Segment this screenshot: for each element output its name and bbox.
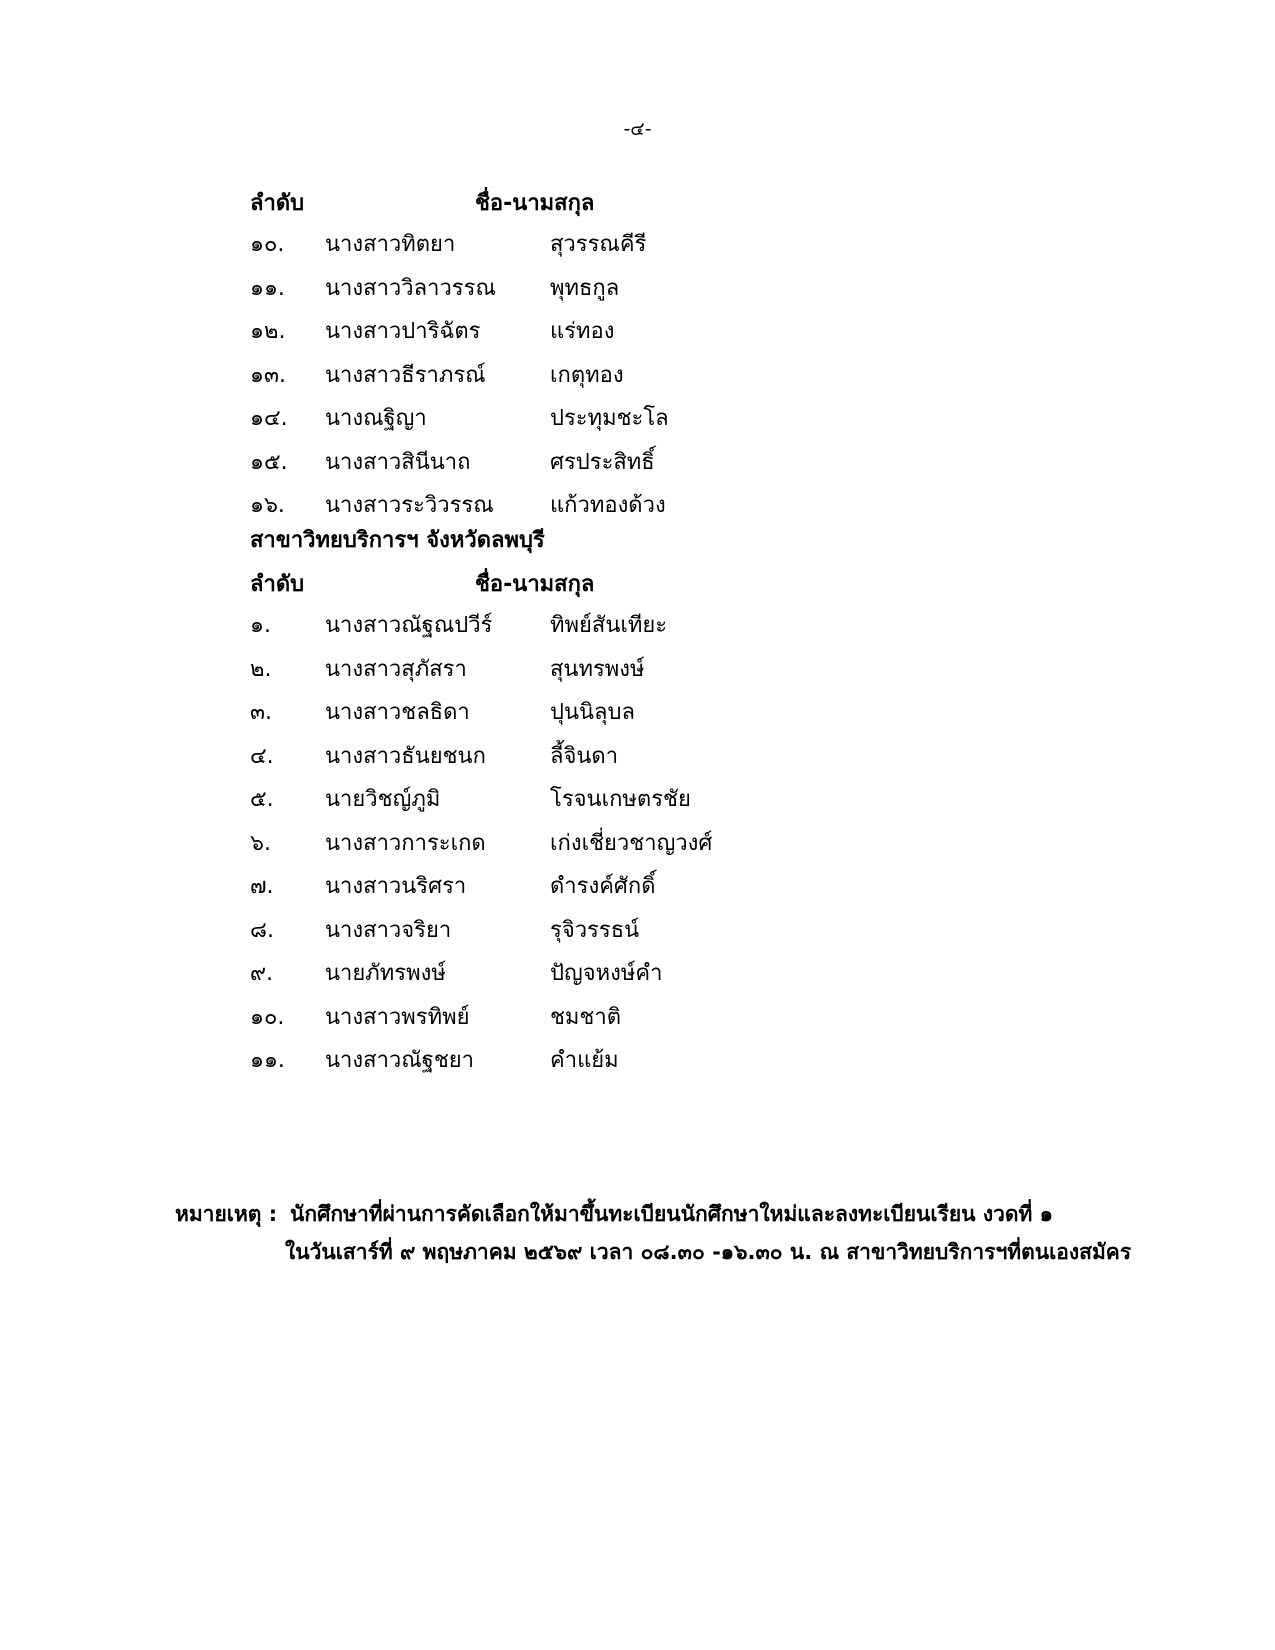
first-name: นางสาวณัฐณปวีร์ — [325, 613, 493, 638]
list-item — [250, 996, 1050, 1040]
first-name: นางสาวพรทิพย์ — [325, 1004, 470, 1030]
last-name: รุจิวรรธน์ — [550, 917, 640, 943]
order-number: ๑๐. — [250, 1004, 285, 1030]
section-title: สาขาวิทยบริการฯ จังหวัดลพบุรี — [250, 528, 545, 553]
order-number: ๙. — [250, 961, 274, 986]
first-name: นางสาวสุภัสรา — [325, 656, 467, 682]
order-number: ๑๑. — [250, 1048, 285, 1073]
order-number: ๓. — [250, 700, 273, 725]
list-item — [250, 735, 1050, 779]
order-number: ๑๒. — [250, 319, 286, 344]
order-number: ๕. — [250, 787, 274, 812]
list-item — [250, 691, 1050, 735]
first-name: นายวิชญ์ภูมิ — [325, 787, 441, 812]
first-name: นางสาวระวิวรรณ — [325, 493, 494, 518]
last-name: ชมชาติ — [550, 1004, 622, 1030]
last-name: สุนทรพงษ์ — [550, 656, 645, 682]
first-name: นางสาวทิตยา — [325, 232, 456, 257]
remark-note — [175, 1195, 1255, 1271]
list-item — [250, 1039, 1050, 1083]
order-number: ๑๓. — [250, 362, 286, 388]
first-name: นางสาวจริยา — [325, 917, 452, 943]
remark-text-line1: นักศึกษาที่ผ่านการคัดเลือกให้มาขึ้นทะเบียนนักศึกษาใหม่และลงทะเบียนเรียน งวดที่ ๑ — [290, 1202, 1054, 1226]
order-number: ๑๕. — [250, 449, 288, 475]
list-header — [250, 566, 1050, 604]
last-name: เก่งเชี่ยวชาญวงศ์ — [550, 830, 713, 856]
first-name: นางสาวณัฐชยา — [325, 1048, 474, 1073]
last-name: คำแย้ม — [550, 1048, 619, 1073]
last-name: ประทุมชะโล — [550, 406, 669, 431]
first-name: นางสาวชลธิดา — [325, 700, 470, 725]
list-item — [250, 484, 1050, 528]
list-item — [250, 909, 1050, 953]
first-name: นางสาวธันยชนก — [325, 743, 486, 769]
first-name: นางสาวธีราภรณ์ — [325, 362, 486, 388]
remark-text-line2: ในวันเสาร์ที่ ๙ พฤษภาคม ๒๕๖๙ เวลา ๐๘.๓๐ -๑๖.๓๐ น. ณ สาขาวิทยบริการฯที่ตนเองสมัคร — [285, 1240, 1132, 1264]
remark-label: หมายเหตุ : — [175, 1202, 278, 1226]
first-name: นายภัทรพงษ์ — [325, 961, 446, 986]
order-number: ๑. — [250, 613, 271, 638]
last-name: เกตุทอง — [550, 362, 624, 388]
name-column-header: ชื่อ-นามสกุล — [475, 191, 595, 216]
list-item — [250, 648, 1050, 692]
list-item — [250, 223, 1050, 267]
order-column-header: ลำดับ — [250, 191, 305, 216]
list-header — [250, 185, 1050, 223]
order-number: ๘. — [250, 917, 274, 943]
last-name: พุทธกูล — [550, 275, 620, 301]
order-number: ๖. — [250, 830, 271, 856]
list-item — [250, 778, 1050, 822]
last-name: ปุนนิลุบล — [550, 700, 635, 725]
order-number: ๔. — [250, 743, 274, 769]
list-item — [250, 865, 1050, 909]
last-name: สุวรรณคีรี — [550, 232, 647, 257]
last-name: โรจนเกษตรชัย — [550, 787, 691, 812]
last-name: ปัญจหงษ์คำ — [550, 961, 663, 986]
order-number: ๒. — [250, 656, 272, 682]
last-name: แก้วทองด้วง — [550, 493, 666, 518]
first-name: นางสาวการะเกด — [325, 830, 486, 856]
list-item — [250, 267, 1050, 311]
first-name: นางสาวสินีนาถ — [325, 449, 471, 475]
order-number: ๑๔. — [250, 406, 288, 431]
student-list-section-lopburi — [250, 522, 1050, 1083]
name-column-header: ชื่อ-นามสกุล — [475, 572, 595, 597]
order-number: ๑๑. — [250, 275, 285, 301]
last-name: ลี้จินดา — [550, 743, 619, 769]
page-number: -๔- — [623, 118, 652, 140]
first-name: นางณฐิญา — [325, 406, 427, 431]
order-number: ๑๐. — [250, 232, 285, 257]
list-item — [250, 822, 1050, 866]
order-column-header: ลำดับ — [250, 572, 305, 597]
first-name: นางสาววิลาวรรณ — [325, 275, 496, 301]
last-name: ดำรงค์ศักดิ์ — [550, 874, 656, 899]
last-name: แร่ทอง — [550, 319, 615, 344]
last-name: ศรประสิทธิ์ — [550, 449, 655, 475]
student-list-section-1 — [250, 185, 1050, 528]
list-item — [250, 397, 1050, 441]
list-item — [250, 354, 1050, 398]
order-number: ๗. — [250, 874, 274, 899]
first-name: นางสาวนริศรา — [325, 874, 467, 899]
list-item — [250, 441, 1050, 485]
list-item — [250, 952, 1050, 996]
first-name: นางสาวปาริฉัตร — [325, 319, 481, 344]
list-item — [250, 604, 1050, 648]
list-item — [250, 310, 1050, 354]
order-number: ๑๖. — [250, 493, 285, 518]
last-name: ทิพย์สันเทียะ — [550, 613, 668, 638]
